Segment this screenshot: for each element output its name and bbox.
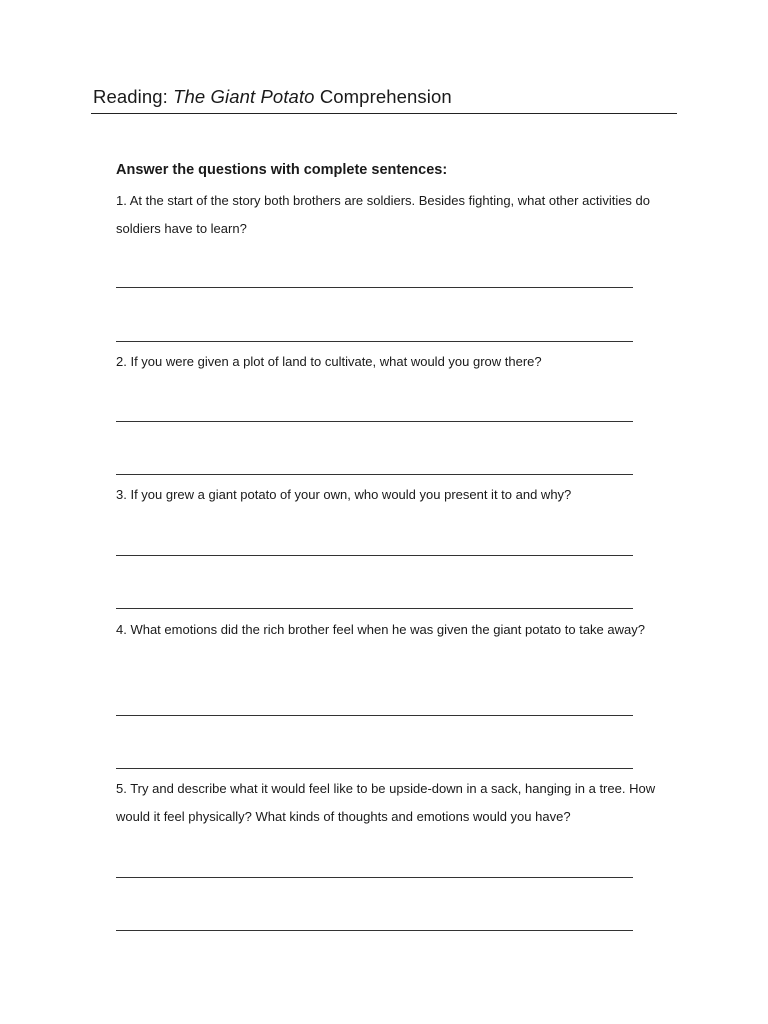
- worksheet-title: [93, 86, 452, 108]
- answer-line-5b[interactable]: [116, 930, 633, 931]
- title-prefix: Reading:: [93, 86, 174, 107]
- question-3: 3. If you grew a giant potato of your own, who would you present it to and why?: [116, 487, 572, 502]
- answer-line-5a[interactable]: [116, 877, 633, 878]
- answer-line-4b[interactable]: [116, 768, 633, 769]
- answer-line-2b[interactable]: [116, 474, 633, 475]
- title-underline: [91, 113, 677, 114]
- answer-line-3b[interactable]: [116, 608, 633, 609]
- answer-line-1b[interactable]: [116, 341, 633, 342]
- answer-line-1a[interactable]: [116, 287, 633, 288]
- question-5: 5. Try and describe what it would feel like to be upside-down in a sack, hanging in a tree. How would it feel physically? What kinds of thoughts and emotions would you have?: [116, 781, 656, 824]
- question-1: 1. At the start of the story both brothers are soldiers. Besides fighting, what other activities do soldiers have to learn?: [116, 193, 651, 236]
- instructions-heading: Answer the questions with complete sentences:: [116, 162, 448, 178]
- question-2: 2. If you were given a plot of land to cultivate, what would you grow there?: [116, 354, 542, 369]
- title-suffix: Comprehension: [314, 86, 452, 107]
- answer-line-3a[interactable]: [116, 555, 633, 556]
- title-book-name: The Giant Potato: [173, 86, 315, 107]
- question-4: 4. What emotions did the rich brother feel when he was given the giant potato to take away?: [116, 622, 645, 637]
- answer-line-4a[interactable]: [116, 715, 633, 716]
- answer-line-2a[interactable]: [116, 421, 633, 422]
